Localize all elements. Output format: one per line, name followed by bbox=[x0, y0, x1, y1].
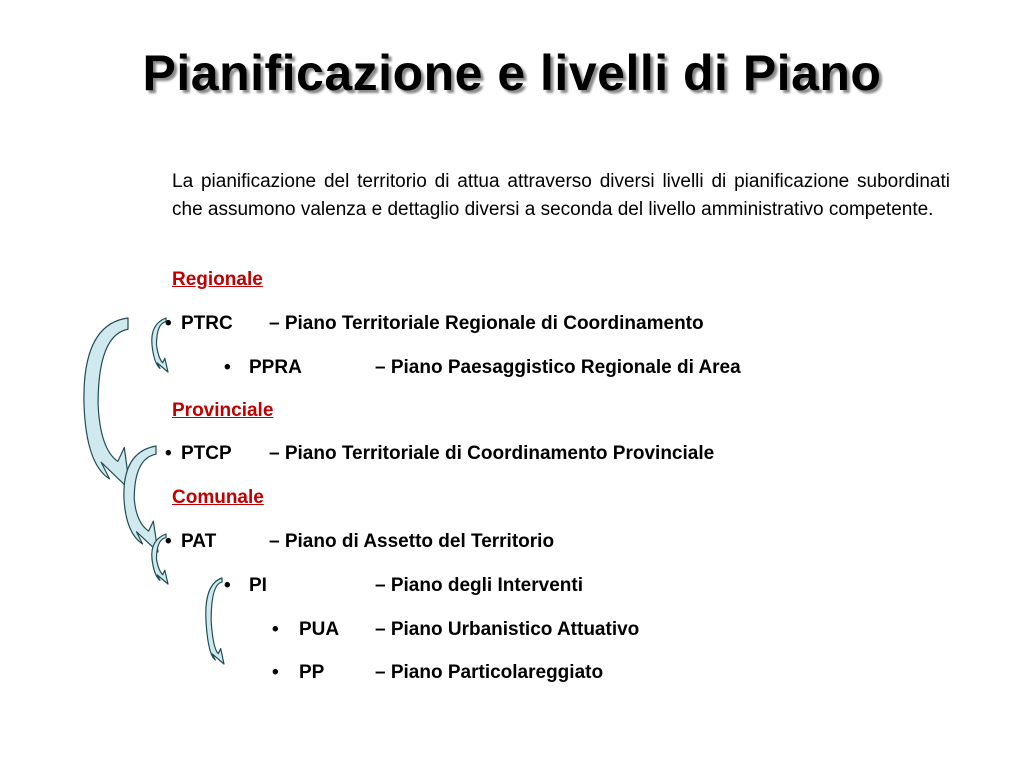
plan-code: PUA bbox=[299, 619, 340, 640]
curved-arrow-icon bbox=[206, 578, 224, 664]
plan-description: – Piano Paesaggistico Regionale di Area bbox=[375, 357, 741, 378]
plan-code: PTRC bbox=[181, 313, 233, 334]
intro-paragraph: La pianificazione del territorio di attua attraverso diversi livelli di pianificazione subordinati che assumono valenza e dettaglio diversi a seconda del livello amministrativo competente. bbox=[172, 171, 950, 220]
section-label-provinciale: Provinciale bbox=[172, 400, 274, 421]
bullet: • bbox=[272, 662, 279, 683]
plan-description: – Piano Territoriale Regionale di Coordinamento bbox=[269, 313, 704, 334]
plan-code: PP bbox=[299, 662, 325, 683]
plan-description: – Piano di Assetto del Territorio bbox=[269, 531, 555, 552]
bullet: • bbox=[224, 575, 231, 596]
plan-code: PPRA bbox=[249, 357, 302, 378]
plan-code: PAT bbox=[181, 531, 217, 552]
curved-arrow-icon bbox=[124, 446, 158, 552]
plan-code: PTCP bbox=[181, 443, 232, 464]
plan-code: PI bbox=[249, 575, 267, 596]
bullet: • bbox=[272, 619, 279, 640]
plan-description: – Piano Territoriale di Coordinamento Provinciale bbox=[269, 443, 715, 464]
plan-description: – Piano Urbanistico Attuativo bbox=[375, 619, 640, 640]
bullet: • bbox=[165, 313, 172, 334]
page-title: Pianificazione e livelli di Piano bbox=[142, 45, 882, 101]
bullet: • bbox=[165, 531, 172, 552]
section-label-regionale: Regionale bbox=[172, 269, 263, 290]
bullet: • bbox=[224, 357, 231, 378]
bullet: • bbox=[165, 443, 172, 464]
curved-arrow-icon bbox=[152, 318, 168, 372]
plan-description: – Piano degli Interventi bbox=[375, 575, 583, 596]
section-label-comunale: Comunale bbox=[172, 487, 264, 508]
plan-description: – Piano Particolareggiato bbox=[375, 662, 604, 683]
curved-arrow-icon bbox=[84, 318, 130, 490]
